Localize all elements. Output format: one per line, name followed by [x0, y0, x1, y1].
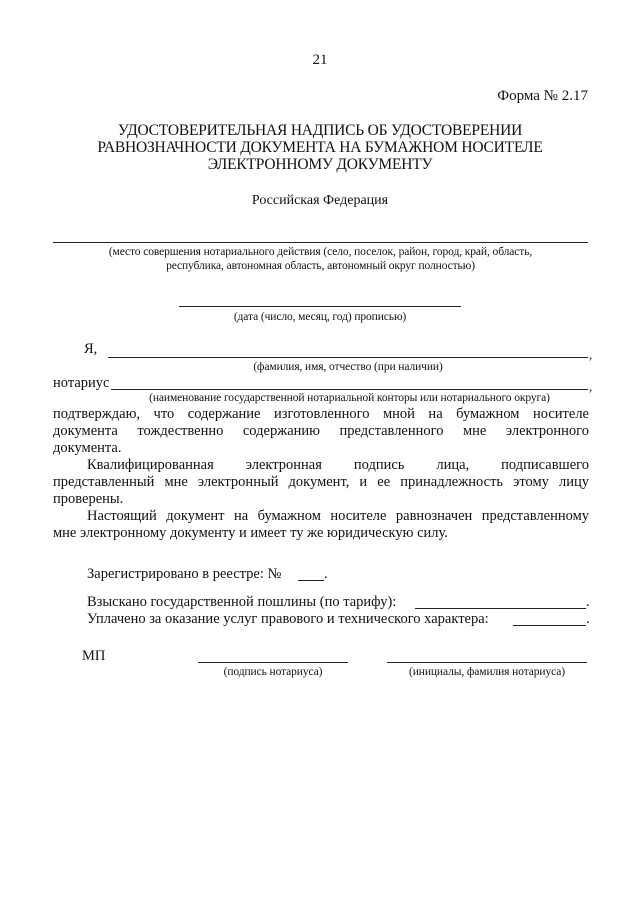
- date-field-line[interactable]: [179, 306, 461, 307]
- body-text: [53, 406, 589, 542]
- registry-number-line[interactable]: [298, 580, 324, 581]
- signature-line[interactable]: [198, 662, 348, 663]
- state-duty-line[interactable]: [415, 608, 586, 609]
- country-name: Российская Федерация: [251, 193, 389, 208]
- name-field-label: Я,: [84, 341, 98, 357]
- date-field-caption: (дата (число, месяц, год) прописью): [233, 311, 407, 323]
- place-field-line[interactable]: [53, 242, 588, 243]
- document-title: [0, 122, 640, 173]
- paragraph-2-line-3: проверены.: [53, 491, 124, 507]
- seal-label: МП: [82, 648, 106, 664]
- paragraph-3-line-1: Настоящий документ на бумажном носителе равнозначен представленному: [87, 508, 589, 524]
- title-line-2: РАВНОЗНАЧНОСТИ ДОКУМЕНТА НА БУМАЖНОМ НОСИТЕЛЕ: [97, 139, 543, 156]
- registry-label: Зарегистрировано в реестре: №: [87, 566, 282, 582]
- notary-field-label: нотариус: [53, 375, 110, 391]
- state-duty-label: Взыскано государственной пошлины (по тарифу):: [87, 594, 397, 610]
- paragraph-3-line-2: мне электронному документу и имеет ту же юридическую силу.: [53, 525, 448, 541]
- title-line-3: ЭЛЕКТРОННОМУ ДОКУМЕНТУ: [207, 156, 433, 173]
- place-caption-line-1: (место совершения нотариального действия (село, поселок, район, город, край, область,: [108, 246, 533, 258]
- services-line[interactable]: [513, 625, 586, 626]
- state-duty-period: .: [586, 594, 590, 610]
- registry-period: .: [324, 566, 328, 582]
- paragraph-1-line-2: документа тождественно содержанию представленного мне электронного: [53, 423, 589, 439]
- form-number: Форма № 2.17: [497, 88, 588, 104]
- notary-name-line[interactable]: [387, 662, 587, 663]
- notary-field-caption: (наименование государственной нотариальной конторы или нотариального округа): [149, 392, 550, 404]
- name-field-line[interactable]: [108, 357, 588, 358]
- paragraph-1-line-1: подтверждаю, что содержание изготовленного мной на бумажном носителе: [53, 406, 589, 422]
- services-period: .: [586, 611, 590, 627]
- notary-name-caption: (инициалы, фамилия нотариуса): [408, 666, 566, 678]
- place-field-caption: [53, 245, 588, 273]
- notary-field-comma: ,: [589, 379, 593, 394]
- notary-field-line[interactable]: [111, 389, 588, 390]
- page-number: 21: [312, 52, 328, 68]
- title-line-1: УДОСТОВЕРИТЕЛЬНАЯ НАДПИСЬ ОБ УДОСТОВЕРЕНИИ: [117, 122, 523, 139]
- name-field-comma: ,: [589, 347, 593, 362]
- signature-caption: (подпись нотариуса): [223, 666, 323, 678]
- paragraph-2-line-2: представленный мне электронный документ, и ее принадлежность этому лицу: [53, 474, 589, 490]
- name-field-caption: (фамилия, имя, отчество (при наличии): [253, 361, 443, 373]
- place-caption-line-2: республика, автономная область, автономный округ полностью): [166, 260, 475, 272]
- services-label: Уплачено за оказание услуг правового и технического характера:: [87, 611, 489, 627]
- paragraph-1-line-3: документа.: [53, 440, 122, 456]
- paragraph-2-line-1: Квалифицированная электронная подпись лица, подписавшего: [87, 457, 589, 473]
